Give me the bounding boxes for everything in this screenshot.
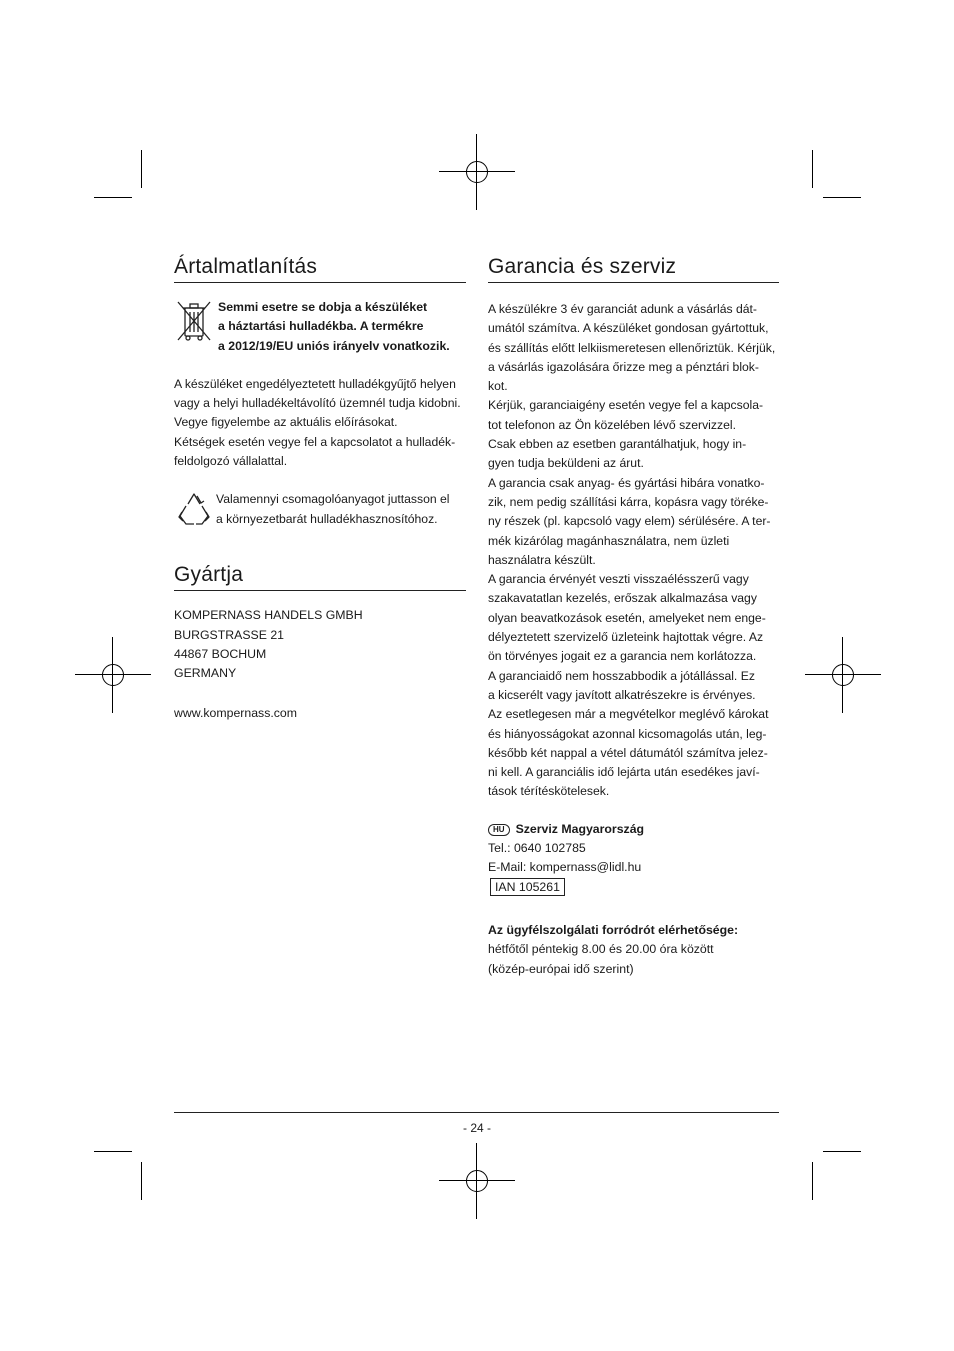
registration-mark-top [439,134,515,210]
service-title-line [488,820,779,839]
text-line: A készüléket engedélyeztetett hulladékgyűjtő helyen [174,376,456,391]
text-line: ny részek (pl. kapcsoló vagy elem) sérülésére. A ter- [488,514,771,529]
hotline-block [488,921,779,979]
text-line: délyeztetett szervizelő üzleteink hajtottak végre. Az [488,630,764,645]
registration-mark-right [805,637,881,713]
page-number: - 24 - [462,1121,491,1135]
text-line: KOMPERNASS HANDELS GMBH [174,608,363,623]
crop-mark [812,1162,813,1200]
manufacturer-website[interactable]: www.kompernass.com [174,705,298,720]
ian-line [488,878,779,897]
crop-mark [141,1162,142,1200]
crop-mark [823,1151,861,1152]
text-line: használatra készült. [488,552,596,567]
text-line: Kérjük, garanciaigény esetén vegye fel a kapcsola- [488,398,764,413]
text-line: Vegye figyelembe az aktuális előírásokat. [174,415,398,430]
disposal-heading: Ártalmatlanítás [174,254,466,283]
hotline-hours: hétfőtől péntekig 8.00 és 20.00 óra között [488,942,714,957]
warranty-body [488,300,779,802]
text-line: Kétségek esetén vegye fel a kapcsolatot a hulladék- [174,434,456,449]
text-line: kot. [488,379,508,394]
text-line: zik, nem pedig szállítási kárra, kopásra vagy töréke- [488,494,769,509]
text-line: A garanciaidő nem hosszabbodik a jótállással. Ez [488,668,755,683]
text-line: szakavatatlan kezelés, erőszak alkalmazása vagy [488,591,757,606]
text-line: feldolgozó vállalattal. [174,454,288,469]
crop-mark [94,1151,132,1152]
text-line: GERMANY [174,666,237,681]
text-line: BURGSTRASSE 21 [174,627,285,642]
text-line: A készülékre 3 év garanciát adunk a vásárlás dát- [488,302,757,316]
text-line: gyen tudja beküldeni az árut. [488,456,644,471]
crop-mark [812,150,813,188]
text-line: tot telefonon az Ön közelében lévő szervizzel. [488,417,736,432]
footer-rule [174,1112,779,1113]
manufacturer-address [174,606,466,683]
crop-mark [823,197,861,198]
service-block [488,820,779,897]
text-line: a vásárlás igazolására őrizze meg a pénztári blok- [488,359,759,374]
disposal-body [174,375,466,471]
recycle-text [216,490,450,529]
recycle-icon [174,490,216,530]
text-line: vagy a helyi hulladékeltávolító üzemnél tudja kidobni. [174,396,461,411]
text-line: olyan beavatkozások esetén, amelyeket nem enge- [488,610,766,625]
left-column [174,254,466,723]
registration-mark-bottom [439,1143,515,1219]
text-line: a környezetbarát hulladékhasznosítóhoz. [216,511,438,526]
text-line: mék kizárólag magánhasználatra, nem üzleti [488,533,730,548]
text-line: a kicserélt vagy javított alkatrészekre is érvényes. [488,687,756,702]
service-email: E-Mail: kompernass@lidl.hu [488,860,642,875]
crop-mark [141,150,142,188]
text-line: A garancia érvényét veszti visszaélésszerű vagy [488,572,749,587]
hotline-title: Az ügyfélszolgálati forródrót elérhetősége: [488,922,739,937]
crossed-bin-icon [174,300,218,344]
text-line: tások térítéskötelesek. [488,784,610,799]
registration-mark-left [75,637,151,713]
text-line: Valamennyi csomagolóanyagot juttasson el [216,492,450,507]
hotline-timezone: (közép-európai idő szerint) [488,961,634,976]
text-line: umától számítva. A készüléket gondosan gyártottuk, [488,321,769,336]
warranty-heading: Garancia és szerviz [488,254,779,283]
text-line: és szállítás előtt lelkiismeretesen ellenőriztük. Kérjük, [488,340,776,355]
text-line: A garancia csak anyag- és gyártási hibára vonatko- [488,475,765,490]
text-line: ni kell. A garanciális idő lejárta után esedékes javí- [488,765,760,780]
text-line: és hiányosságokat azonnal kicsomagolás után, leg- [488,726,767,741]
right-column [488,254,779,979]
text-line: Az esetlegesen már a megvételkor meglévő károkat [488,707,769,722]
text-line: ön törvényes jogait ez a garancia nem korlátozza. [488,649,757,664]
text-line: a háztartási hulladékba. A termékre [218,319,424,334]
text-line: Semmi esetre se dobja a készüléket [218,300,428,314]
text-line: 44867 BOCHUM [174,646,267,661]
manufacturer-heading: Gyártja [174,562,466,591]
disposal-warning-text [218,298,450,356]
text-line: Csak ebben az esetben garantálhatjuk, hogy in- [488,437,747,452]
crop-mark [94,197,132,198]
ian-number: IAN 105261 [490,878,565,896]
service-tel: Tel.: 0640 102785 [488,841,586,856]
country-badge: HU [488,824,510,836]
text-line: a 2012/19/EU uniós irányelv vonatkozik. [218,338,450,353]
service-title: Szerviz Magyarország [515,821,645,836]
recycle-note [174,490,466,530]
disposal-warning [174,298,466,356]
text-line: később két nappal a vétel dátumától számítva jelez- [488,745,768,760]
